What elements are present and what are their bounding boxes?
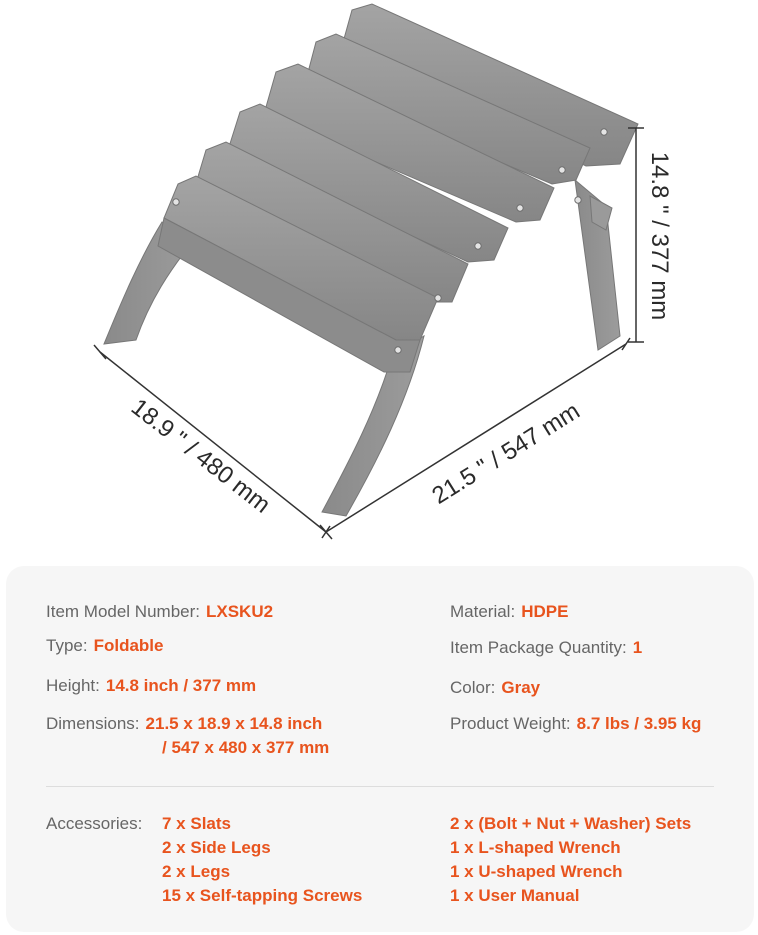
- height-row: [46, 674, 256, 698]
- material-row: [450, 600, 568, 624]
- material-value: HDPE: [521, 602, 569, 621]
- model-label: Item Model Number:: [46, 602, 200, 621]
- weight-value: 8.7 lbs / 3.95 kg: [576, 714, 702, 733]
- accessory-item: 1 x L-shaped Wrench: [450, 838, 621, 857]
- spec-card: [6, 566, 754, 932]
- depth-dimension-label: 18.9 " / 480 mm: [125, 393, 276, 519]
- accessory-item: 1 x User Manual: [450, 886, 580, 905]
- height-value: 14.8 inch / 377 mm: [105, 676, 257, 695]
- weight-label: Product Weight:: [450, 714, 571, 733]
- dimensions-row-2: [156, 736, 329, 760]
- type-label: Type:: [46, 636, 88, 655]
- accessory-item: 7 x Slats: [162, 814, 231, 833]
- color-value: Gray: [501, 678, 541, 697]
- weight-row: [450, 712, 701, 736]
- accessory-item: 2 x (Bolt + Nut + Washer) Sets: [450, 814, 692, 833]
- accessory-item: 1 x U-shaped Wrench: [450, 862, 623, 881]
- depth-dimension-line: [94, 345, 332, 539]
- model-value: LXSKU2: [206, 602, 274, 621]
- height-dimension-label: 14.8 " / 377 mm: [646, 151, 673, 321]
- dimensions-row: [46, 712, 322, 736]
- package-qty-label: Item Package Quantity:: [450, 638, 627, 657]
- slats: [158, 4, 638, 372]
- material-label: Material:: [450, 602, 516, 621]
- color-label: Color:: [450, 678, 496, 697]
- package-qty-value: 1: [632, 638, 643, 657]
- dimensions-value-line2: / 547 x 480 x 377 mm: [162, 738, 330, 757]
- height-dimension-line: [628, 128, 644, 342]
- package-qty-row: [450, 636, 642, 660]
- accessory-item: 15 x Self-tapping Screws: [162, 886, 363, 905]
- type-value: Foldable: [93, 636, 164, 655]
- accessories-label: [46, 812, 142, 836]
- type-row: [46, 634, 164, 658]
- dimensions-label: Dimensions:: [46, 714, 140, 733]
- color-row: [450, 676, 540, 700]
- accessory-item: 2 x Legs: [162, 862, 231, 881]
- accessory-item: 2 x Side Legs: [162, 838, 271, 857]
- width-dimension-label: 21.5 " / 547 mm: [427, 397, 585, 510]
- model-row: [46, 600, 273, 624]
- accessories-label-text: Accessories:: [46, 814, 143, 833]
- accessories-list-left: [162, 812, 362, 908]
- height-label: Height:: [46, 676, 100, 695]
- back-leg-right: [575, 180, 620, 350]
- accessories-list-right: [450, 812, 691, 908]
- divider: [46, 786, 714, 787]
- dimensions-value-line1: 21.5 x 18.9 x 14.8 inch: [145, 714, 323, 733]
